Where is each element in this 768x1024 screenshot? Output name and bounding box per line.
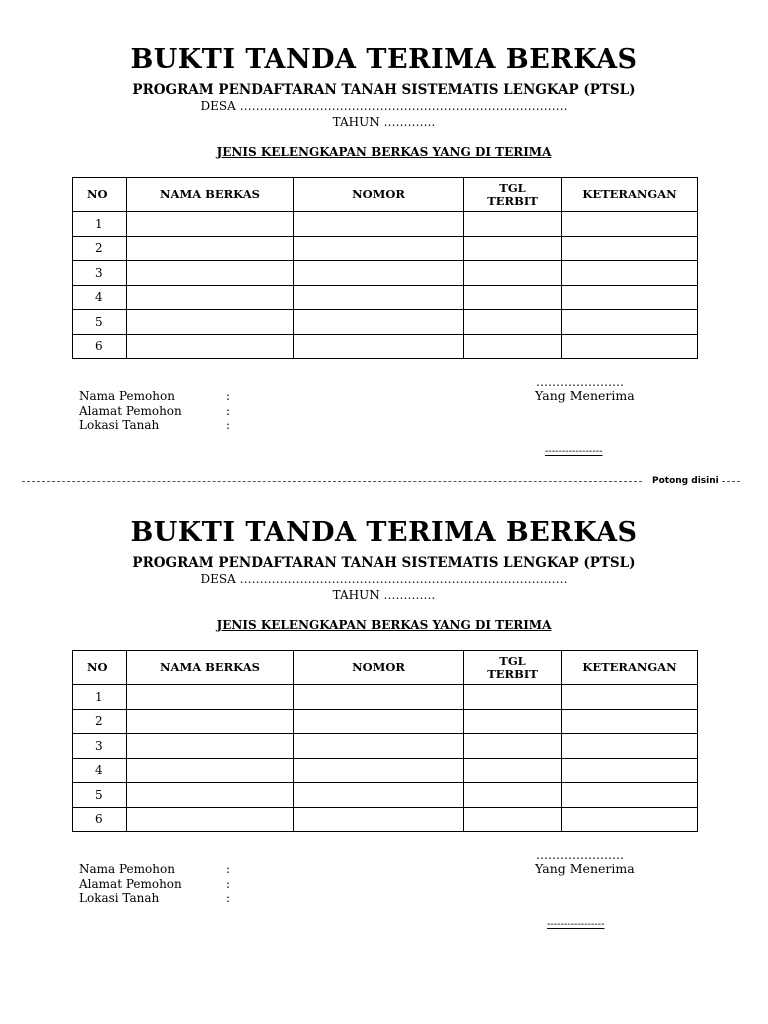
cell-keterangan [562,758,698,783]
cell-keterangan [562,334,698,359]
cell-keterangan [562,212,698,237]
applicant-alamat-colon: : [226,403,231,418]
applicant-alamat-row [79,877,230,892]
cell-no: 3 [73,734,127,759]
cell-nomor [294,285,464,310]
applicant-lokasi-row [79,418,230,433]
table-body [73,685,698,832]
table-body [73,212,698,359]
cell-nomor [294,261,464,286]
cell-no: 2 [73,709,127,734]
cell-keterangan [562,709,698,734]
cell-no: 3 [73,261,127,286]
cell-keterangan [562,807,698,832]
cell-nomor [294,334,464,359]
receiver-date-dots: …………………. [536,375,624,389]
header-tgl-terbit [464,651,562,685]
applicant-alamat-row [79,404,230,419]
section-heading [0,618,768,632]
cell-no: 5 [73,783,127,808]
applicant-nama-row [79,862,230,877]
cell-nomor [294,758,464,783]
desa-label: DESA [200,99,236,113]
table-row [73,685,698,710]
cell-nama-berkas [127,285,294,310]
cell-keterangan [562,685,698,710]
cell-nama-berkas [127,734,294,759]
applicant-nama-colon: : [226,862,231,876]
header-tgl-line2: TERBIT [487,666,538,681]
cell-nomor [294,236,464,261]
applicant-nama-colon: : [226,389,231,403]
form-subtitle: PROGRAM PENDAFTARAN TANAH SISTEMATIS LENGKAP (PTSL) [132,82,636,98]
applicant-lokasi-label: Lokasi Tanah [79,891,160,905]
section-heading-text: JENIS KELENGKAPAN BERKAS YANG DI TERIMA [216,618,552,632]
cell-nomor [294,709,464,734]
section-heading [0,145,768,159]
cell-keterangan [562,285,698,310]
cell-tgl-terbit [464,310,562,335]
receiver-signature-line: ----------------- [547,919,605,930]
cell-no: 2 [73,236,127,261]
tahun-dots: …………. [383,588,436,602]
tahun-line [0,588,768,602]
cell-no: 5 [73,310,127,335]
applicant-alamat-label: Alamat Pemohon [79,403,182,418]
cell-keterangan [562,310,698,335]
receiver-signature-line: ----------------- [545,446,603,457]
cell-tgl-terbit [464,734,562,759]
header-nama-berkas: NAMA BERKAS [127,178,294,212]
cell-tgl-terbit [464,758,562,783]
applicant-nama-label: Nama Pemohon [79,862,175,876]
tahun-label: TAHUN [332,588,380,602]
header-tgl-line1: TGL [499,180,526,195]
header-no: NO [73,178,127,212]
berkas-table [72,177,698,359]
cell-tgl-terbit [464,685,562,710]
desa-line [0,572,768,586]
header-nama-berkas: NAMA BERKAS [127,651,294,685]
table-row [73,758,698,783]
header-nomor: NOMOR [294,651,464,685]
cell-keterangan [562,783,698,808]
applicant-info [79,862,230,906]
cell-nama-berkas [127,709,294,734]
cell-tgl-terbit [464,212,562,237]
desa-label: DESA [200,572,236,586]
berkas-table [72,650,698,832]
header-no: NO [73,651,127,685]
table-row [73,783,698,808]
table-header-row [73,178,698,212]
cell-no: 1 [73,212,127,237]
form-title: BUKTI TANDA TERIMA BERKAS [130,44,638,75]
cell-tgl-terbit [464,334,562,359]
cell-nomor [294,734,464,759]
table-row [73,334,698,359]
table-header-row [73,651,698,685]
receipt-form-top [0,0,768,470]
cell-keterangan [562,734,698,759]
cell-nama-berkas [127,685,294,710]
applicant-info [79,389,230,433]
table-row [73,285,698,310]
applicant-nama-row [79,389,230,404]
cell-tgl-terbit [464,709,562,734]
tahun-label: TAHUN [332,115,380,129]
cell-no: 6 [73,807,127,832]
desa-dots: ………………………………………………………………………. [239,572,568,586]
header-nomor: NOMOR [294,178,464,212]
table-row [73,212,698,237]
form-subtitle: PROGRAM PENDAFTARAN TANAH SISTEMATIS LENGKAP (PTSL) [132,555,636,571]
desa-dots: ………………………………………………………………………. [239,99,568,113]
receiver-date-dots: …………………. [536,848,624,862]
cell-nama-berkas [127,334,294,359]
cell-tgl-terbit [464,783,562,808]
table-row [73,310,698,335]
cell-no: 4 [73,285,127,310]
cell-tgl-terbit [464,807,562,832]
cell-nomor [294,685,464,710]
table-row [73,261,698,286]
cell-nomor [294,807,464,832]
applicant-alamat-label: Alamat Pemohon [79,876,182,891]
cell-nama-berkas [127,758,294,783]
cell-no: 1 [73,685,127,710]
table-row [73,236,698,261]
cell-tgl-terbit [464,236,562,261]
cell-no: 6 [73,334,127,359]
applicant-nama-label: Nama Pemohon [79,389,175,403]
receiver-label: Yang Menerima [535,388,635,403]
cell-tgl-terbit [464,285,562,310]
cell-nama-berkas [127,212,294,237]
applicant-lokasi-colon: : [226,891,231,905]
table-row [73,709,698,734]
tahun-line [0,115,768,129]
cell-nama-berkas [127,236,294,261]
tahun-dots: …………. [383,115,436,129]
applicant-lokasi-label: Lokasi Tanah [79,418,160,432]
cell-nama-berkas [127,310,294,335]
applicant-lokasi-row [79,891,230,906]
cell-keterangan [562,261,698,286]
applicant-alamat-colon: : [226,876,231,891]
cell-nama-berkas [127,783,294,808]
header-keterangan: KETERANGAN [562,178,698,212]
cell-nama-berkas [127,261,294,286]
applicant-lokasi-colon: : [226,418,231,432]
header-tgl-line1: TGL [499,653,526,668]
header-tgl-terbit [464,178,562,212]
cell-nomor [294,212,464,237]
cell-tgl-terbit [464,261,562,286]
cell-keterangan [562,236,698,261]
cell-nama-berkas [127,807,294,832]
cut-label: Potong disini [652,476,719,486]
table-row [73,807,698,832]
desa-line [0,99,768,113]
receipt-form-bottom [0,473,768,943]
header-keterangan: KETERANGAN [562,651,698,685]
receiver-label: Yang Menerima [535,861,635,876]
table-row [73,734,698,759]
header-tgl-line2: TERBIT [487,193,538,208]
cell-nomor [294,310,464,335]
section-heading-text: JENIS KELENGKAPAN BERKAS YANG DI TERIMA [216,145,552,159]
cell-nomor [294,783,464,808]
form-title: BUKTI TANDA TERIMA BERKAS [130,517,638,548]
cell-no: 4 [73,758,127,783]
